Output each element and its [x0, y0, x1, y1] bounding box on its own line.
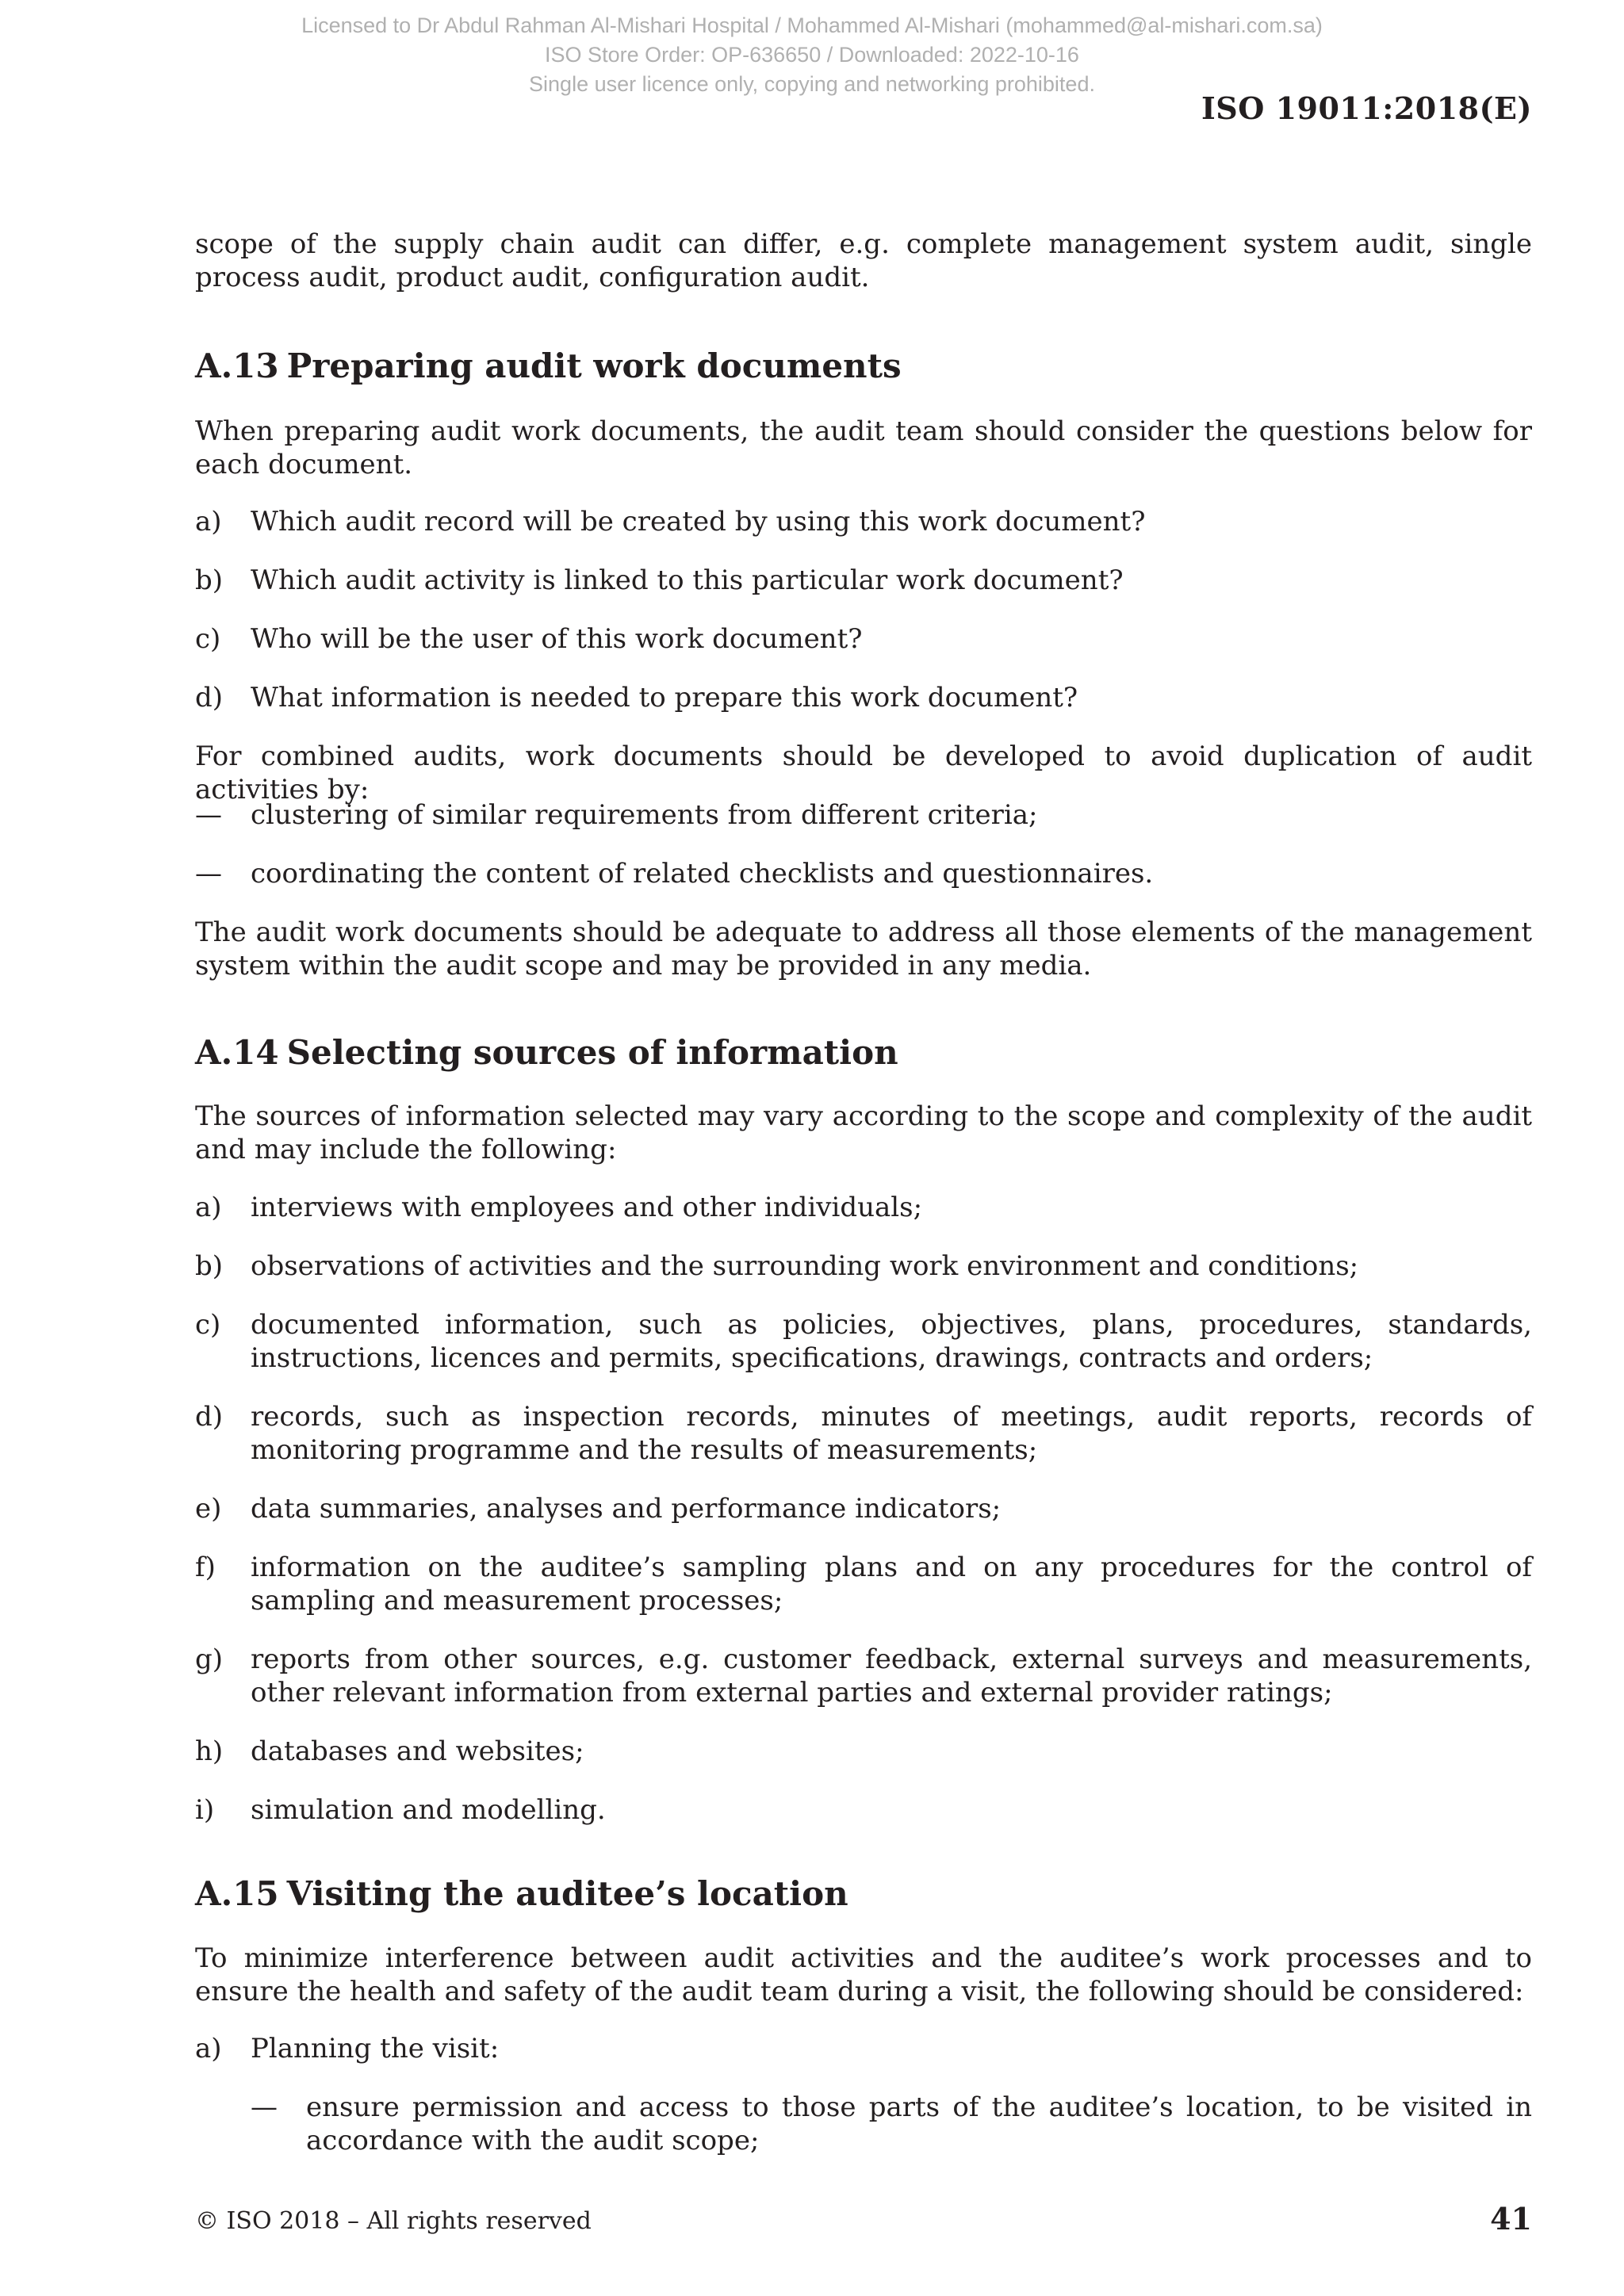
- list-item: [195, 681, 1532, 714]
- list-marker: g): [195, 1644, 224, 1675]
- list-marker: a): [195, 1192, 222, 1223]
- list-text: databases and websites;: [251, 1735, 584, 1767]
- list-marker: c): [195, 1309, 221, 1341]
- list-item: [195, 1308, 1532, 1375]
- licence-line-1: Licensed to Dr Abdul Rahman Al-Mishari Hospital / Mohammed Al-Mishari (mohammed@al-mishari.com.sa): [301, 13, 1323, 37]
- list-item: [195, 622, 1532, 656]
- dash-marker: —: [251, 2091, 278, 2123]
- list-text: Which audit activity is linked to this particular work document?: [251, 564, 1124, 596]
- dash-text: ensure permission and access to those parts of the auditee’s location, to be visited in accordance with the audit scope;: [306, 2091, 1532, 2156]
- list-marker: b): [195, 564, 224, 596]
- list-item: [195, 1191, 1532, 1224]
- a14-intro: The sources of information selected may vary according to the scope and complexity of the audit and may include the following:: [195, 1100, 1532, 1165]
- dash-text: clustering of similar requirements from different criteria;: [251, 799, 1038, 831]
- licence-line-3: Single user licence only, copying and networking prohibited.: [529, 72, 1095, 96]
- list-item: [195, 1400, 1532, 1467]
- list-marker: d): [195, 682, 224, 714]
- list-marker: c): [195, 623, 221, 655]
- list-item: [195, 1643, 1532, 1709]
- continuation-paragraph: scope of the supply chain audit can differ, e.g. complete management system audit, single process audit, product audit, configuration audit.: [195, 228, 1532, 293]
- list-text: What information is needed to prepare this work document?: [251, 682, 1078, 714]
- heading-a13-title: Preparing audit work documents: [286, 346, 902, 385]
- list-text: Who will be the user of this work document?: [251, 623, 863, 655]
- heading-a13-number: A.13: [195, 346, 279, 385]
- dash-item: [251, 2091, 1532, 2157]
- list-text: interviews with employees and other individuals;: [251, 1192, 923, 1223]
- list-marker: a): [195, 506, 222, 538]
- a15-intro: To minimize interference between audit activities and the auditee’s work processes and to ensure the health and safety of the audit team during a visit, the following should be considered:: [195, 1942, 1532, 2007]
- heading-a14-title: Selecting sources of information: [286, 1033, 898, 1072]
- copyright-notice: © ISO 2018 – All rights reserved: [195, 2207, 592, 2235]
- list-text: Which audit record will be created by using this work document?: [251, 506, 1146, 538]
- heading-a13: [195, 346, 902, 386]
- dash-item: [195, 857, 1532, 890]
- a13-closing-paragraph: The audit work documents should be adequate to address all those elements of the management system within the audit scope and may be provided in any media.: [195, 916, 1532, 982]
- dash-marker: —: [195, 799, 222, 831]
- dash-marker: —: [195, 858, 222, 890]
- heading-a14-number: A.14: [195, 1033, 279, 1072]
- list-item: [195, 505, 1532, 538]
- list-marker: h): [195, 1735, 224, 1767]
- list-text: data summaries, analyses and performance indicators;: [251, 1493, 1002, 1525]
- list-marker: i): [195, 1794, 215, 1826]
- list-marker: f): [195, 1552, 216, 1583]
- list-text: observations of activities and the surrounding work environment and conditions;: [251, 1250, 1359, 1282]
- list-marker: b): [195, 1250, 224, 1282]
- heading-a14: [195, 1033, 898, 1073]
- dash-item: [195, 798, 1532, 832]
- list-item: [195, 1551, 1532, 1617]
- list-marker: d): [195, 1401, 224, 1433]
- licence-watermark: [0, 11, 1624, 99]
- page-number: 41: [1490, 2201, 1532, 2237]
- dash-text: coordinating the content of related checklists and questionnaires.: [251, 858, 1154, 890]
- heading-a15-title: Visiting the auditee’s location: [286, 1874, 848, 1913]
- list-item: [195, 2032, 1532, 2065]
- list-item: [195, 1735, 1532, 1768]
- list-text: documented information, such as policies, objectives, plans, procedures, standards, instructions, licences and permits, specifications, drawings, contracts and orders;: [251, 1309, 1532, 1374]
- list-text: Planning the visit:: [251, 2033, 500, 2064]
- a13-combined-paragraph: For combined audits, work documents should be developed to avoid duplication of audit activities by:: [195, 740, 1532, 806]
- list-text: records, such as inspection records, minutes of meetings, audit reports, records of monitoring programme and the results of measurements;: [251, 1401, 1532, 1466]
- list-item: [195, 564, 1532, 597]
- standard-identifier: ISO 19011:2018(E): [1201, 90, 1532, 126]
- list-text: reports from other sources, e.g. customer feedback, external surveys and measurements, other relevant information from external parties and external provider ratings;: [251, 1644, 1532, 1709]
- list-marker: e): [195, 1493, 222, 1525]
- list-item: [195, 1492, 1532, 1525]
- list-item: [195, 1249, 1532, 1283]
- list-text: simulation and modelling.: [251, 1794, 606, 1826]
- list-item: [195, 1793, 1532, 1827]
- list-marker: a): [195, 2033, 222, 2064]
- heading-a15-number: A.15: [195, 1874, 279, 1913]
- heading-a15: [195, 1874, 848, 1914]
- list-text: information on the auditee’s sampling plans and on any procedures for the control of sampling and measurement processes;: [251, 1552, 1532, 1617]
- licence-line-2: ISO Store Order: OP-636650 / Downloaded: 2022-10-16: [545, 43, 1079, 67]
- a13-intro: When preparing audit work documents, the audit team should consider the questions below for each document.: [195, 415, 1532, 480]
